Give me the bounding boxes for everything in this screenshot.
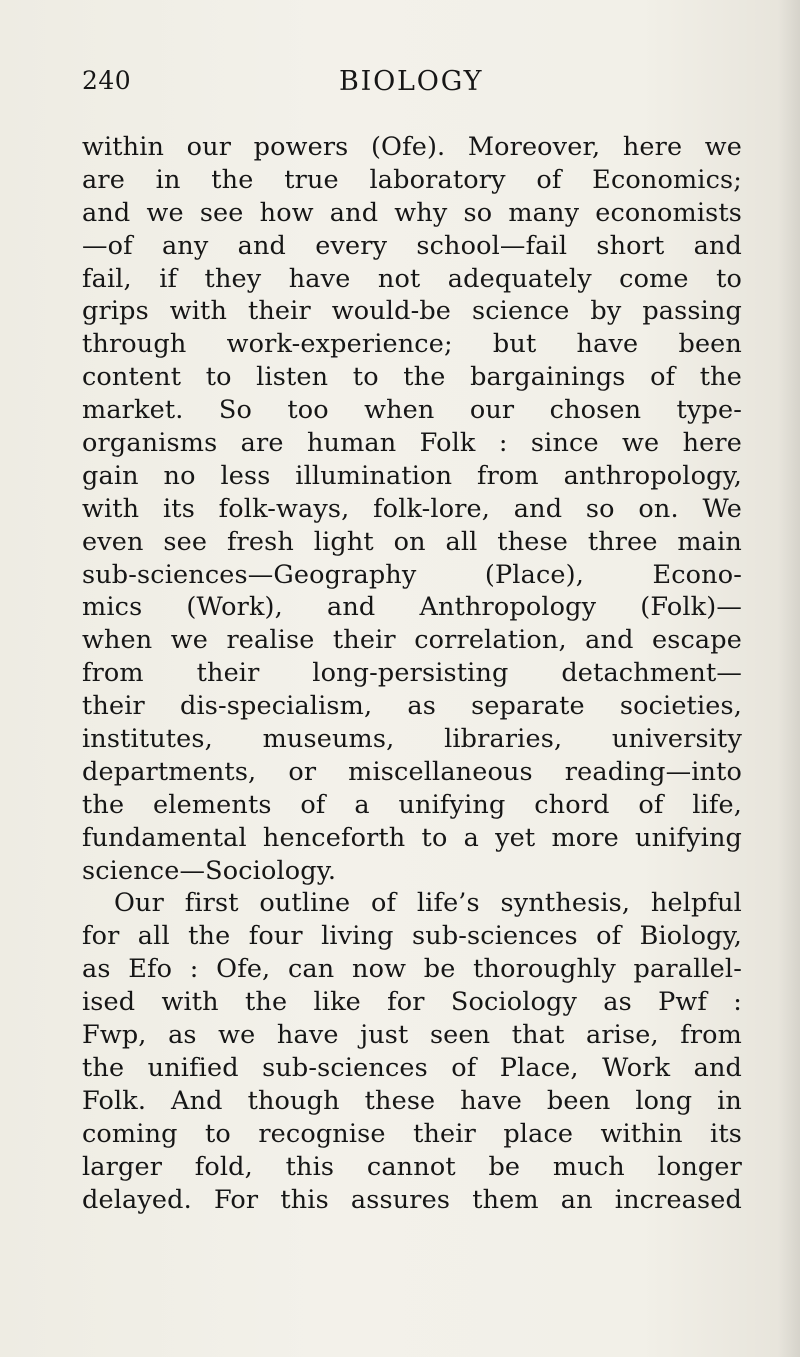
text-line: from their long-persisting detachment— xyxy=(82,658,742,689)
text-line: and we see how and why so many economists xyxy=(82,197,742,228)
text-line: fail, if they have not adequately come to xyxy=(82,263,742,294)
text-line: within our powers (Ofe). Moreover, here we xyxy=(82,132,742,162)
text-line: grips with their would-be science by passing xyxy=(82,296,742,327)
text-line: sub-sciences—Geography (Place), Econo- xyxy=(82,559,742,590)
text-line: content to listen to the bargainings of the xyxy=(82,362,742,393)
text-line: mics (Work), and Anthropology (Folk)— xyxy=(82,592,742,623)
text-line: departments, or miscellaneous reading—into xyxy=(82,756,742,787)
text-line: coming to recognise their place within its xyxy=(82,1118,742,1149)
text-line: Folk. And though these have been long in xyxy=(82,1085,742,1116)
text-line: larger fold, this cannot be much longer xyxy=(82,1151,742,1182)
text-line: Fwp, as we have just seen that arise, from xyxy=(82,1020,742,1051)
text-line-paragraph-start: Our first outline of life’s synthesis, helpful xyxy=(114,888,742,919)
page-header xyxy=(82,66,722,106)
body-text xyxy=(82,131,742,1216)
text-line: science—Sociology. xyxy=(82,855,337,886)
text-line: gain no less illumination from anthropology, xyxy=(82,460,742,491)
text-line: the elements of a unifying chord of life, xyxy=(82,789,742,820)
text-line: even see fresh light on all these three main xyxy=(82,526,742,557)
text-line: with its folk-ways, folk-lore, and so on. We xyxy=(82,493,742,524)
running-head: BIOLOGY xyxy=(339,66,484,97)
text-line: market. So too when our chosen type- xyxy=(82,395,742,426)
text-line: through work-experience; but have been xyxy=(82,329,742,360)
text-line: institutes, museums, libraries, university xyxy=(82,724,742,755)
page-edge-shadow xyxy=(778,0,800,1357)
text-line: delayed. For this assures them an increased xyxy=(82,1184,742,1215)
text-line: ised with the like for Sociology as Pwf : xyxy=(82,987,742,1018)
text-line: the unified sub-sciences of Place, Work and xyxy=(82,1052,742,1083)
page-number: 240 xyxy=(82,66,132,95)
text-line: for all the four living sub-sciences of Biology, xyxy=(82,921,742,952)
text-line: when we realise their correlation, and escape xyxy=(82,625,742,656)
text-line: are in the true laboratory of Economics; xyxy=(82,164,742,195)
text-line: their dis-specialism, as separate societies, xyxy=(82,691,742,722)
text-line: organisms are human Folk : since we here xyxy=(82,428,742,459)
text-line: as Efo : Ofe, can now be thoroughly parallel- xyxy=(82,954,742,985)
text-line: —of any and every school—fail short and xyxy=(82,230,742,261)
text-line: fundamental henceforth to a yet more unifying xyxy=(82,822,742,853)
